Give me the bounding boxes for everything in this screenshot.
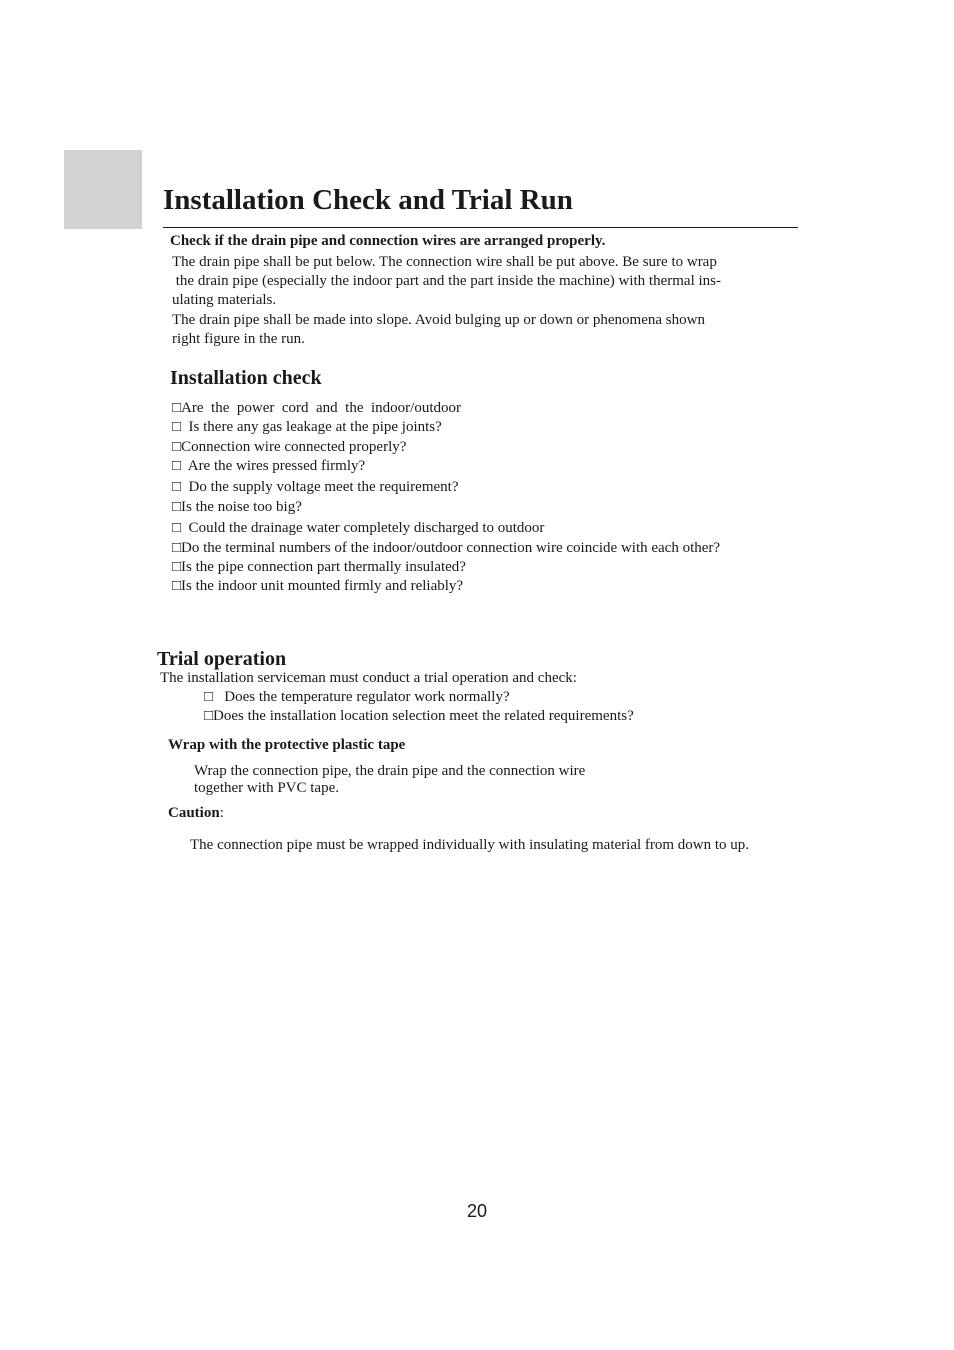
intro-line: The drain pipe shall be made into slope. Avoid bulging up or down or phenomena shown: [172, 312, 705, 328]
check-item: □ Could the drainage water completely discharged to outdoor: [172, 520, 545, 536]
installation-check-heading: Installation check: [170, 367, 322, 389]
check-item: □ Do the supply voltage meet the requirement?: [172, 479, 459, 495]
check-item: □Do the terminal numbers of the indoor/outdoor connection wire coincide with each other?: [172, 540, 721, 556]
trial-operation-heading: Trial operation: [157, 648, 287, 670]
trial-item: □Does the installation location selection meet the related requirements?: [204, 708, 634, 724]
check-item: □ Are the wires pressed firmly?: [172, 458, 366, 474]
intro-heading: Check if the drain pipe and connection wires are arranged properly.: [170, 233, 606, 249]
wrap-heading: Wrap with the protective plastic tape: [168, 737, 406, 753]
caution-label: [168, 804, 224, 823]
check-item: □Is the indoor unit mounted firmly and reliably?: [172, 578, 464, 594]
caution-colon: :: [219, 805, 224, 821]
section-tab-marker: [64, 150, 142, 229]
check-item: □Connection wire connected properly?: [172, 439, 407, 455]
intro-line: The drain pipe shall be put below. The connection wire shall be put above. Be sure to wrap: [172, 254, 717, 270]
trial-operation-intro: The installation serviceman must conduct a trial operation and check:: [160, 670, 577, 686]
check-item: □Is the pipe connection part thermally insulated?: [172, 559, 466, 575]
trial-item: □ Does the temperature regulator work normally?: [204, 689, 510, 705]
check-item: □ Is there any gas leakage at the pipe joints?: [172, 419, 442, 435]
page-title: Installation Check and Trial Run: [163, 184, 573, 216]
title-underline: [163, 227, 798, 228]
check-item: □Are the power cord and the indoor/outdoor: [172, 400, 461, 416]
check-item: □Is the noise too big?: [172, 499, 302, 515]
page-number: 20: [466, 1201, 488, 1221]
intro-line: the drain pipe (especially the indoor part and the part inside the machine) with thermal ins-: [172, 273, 721, 289]
wrap-line: Wrap the connection pipe, the drain pipe and the connection wire: [194, 763, 586, 779]
caution-label-text: Caution: [168, 805, 220, 821]
intro-line: right figure in the run.: [172, 331, 305, 347]
wrap-line: together with PVC tape.: [194, 780, 339, 796]
intro-line: ulating materials.: [172, 292, 277, 308]
caution-text: The connection pipe must be wrapped individually with insulating material from down to up.: [190, 837, 750, 853]
